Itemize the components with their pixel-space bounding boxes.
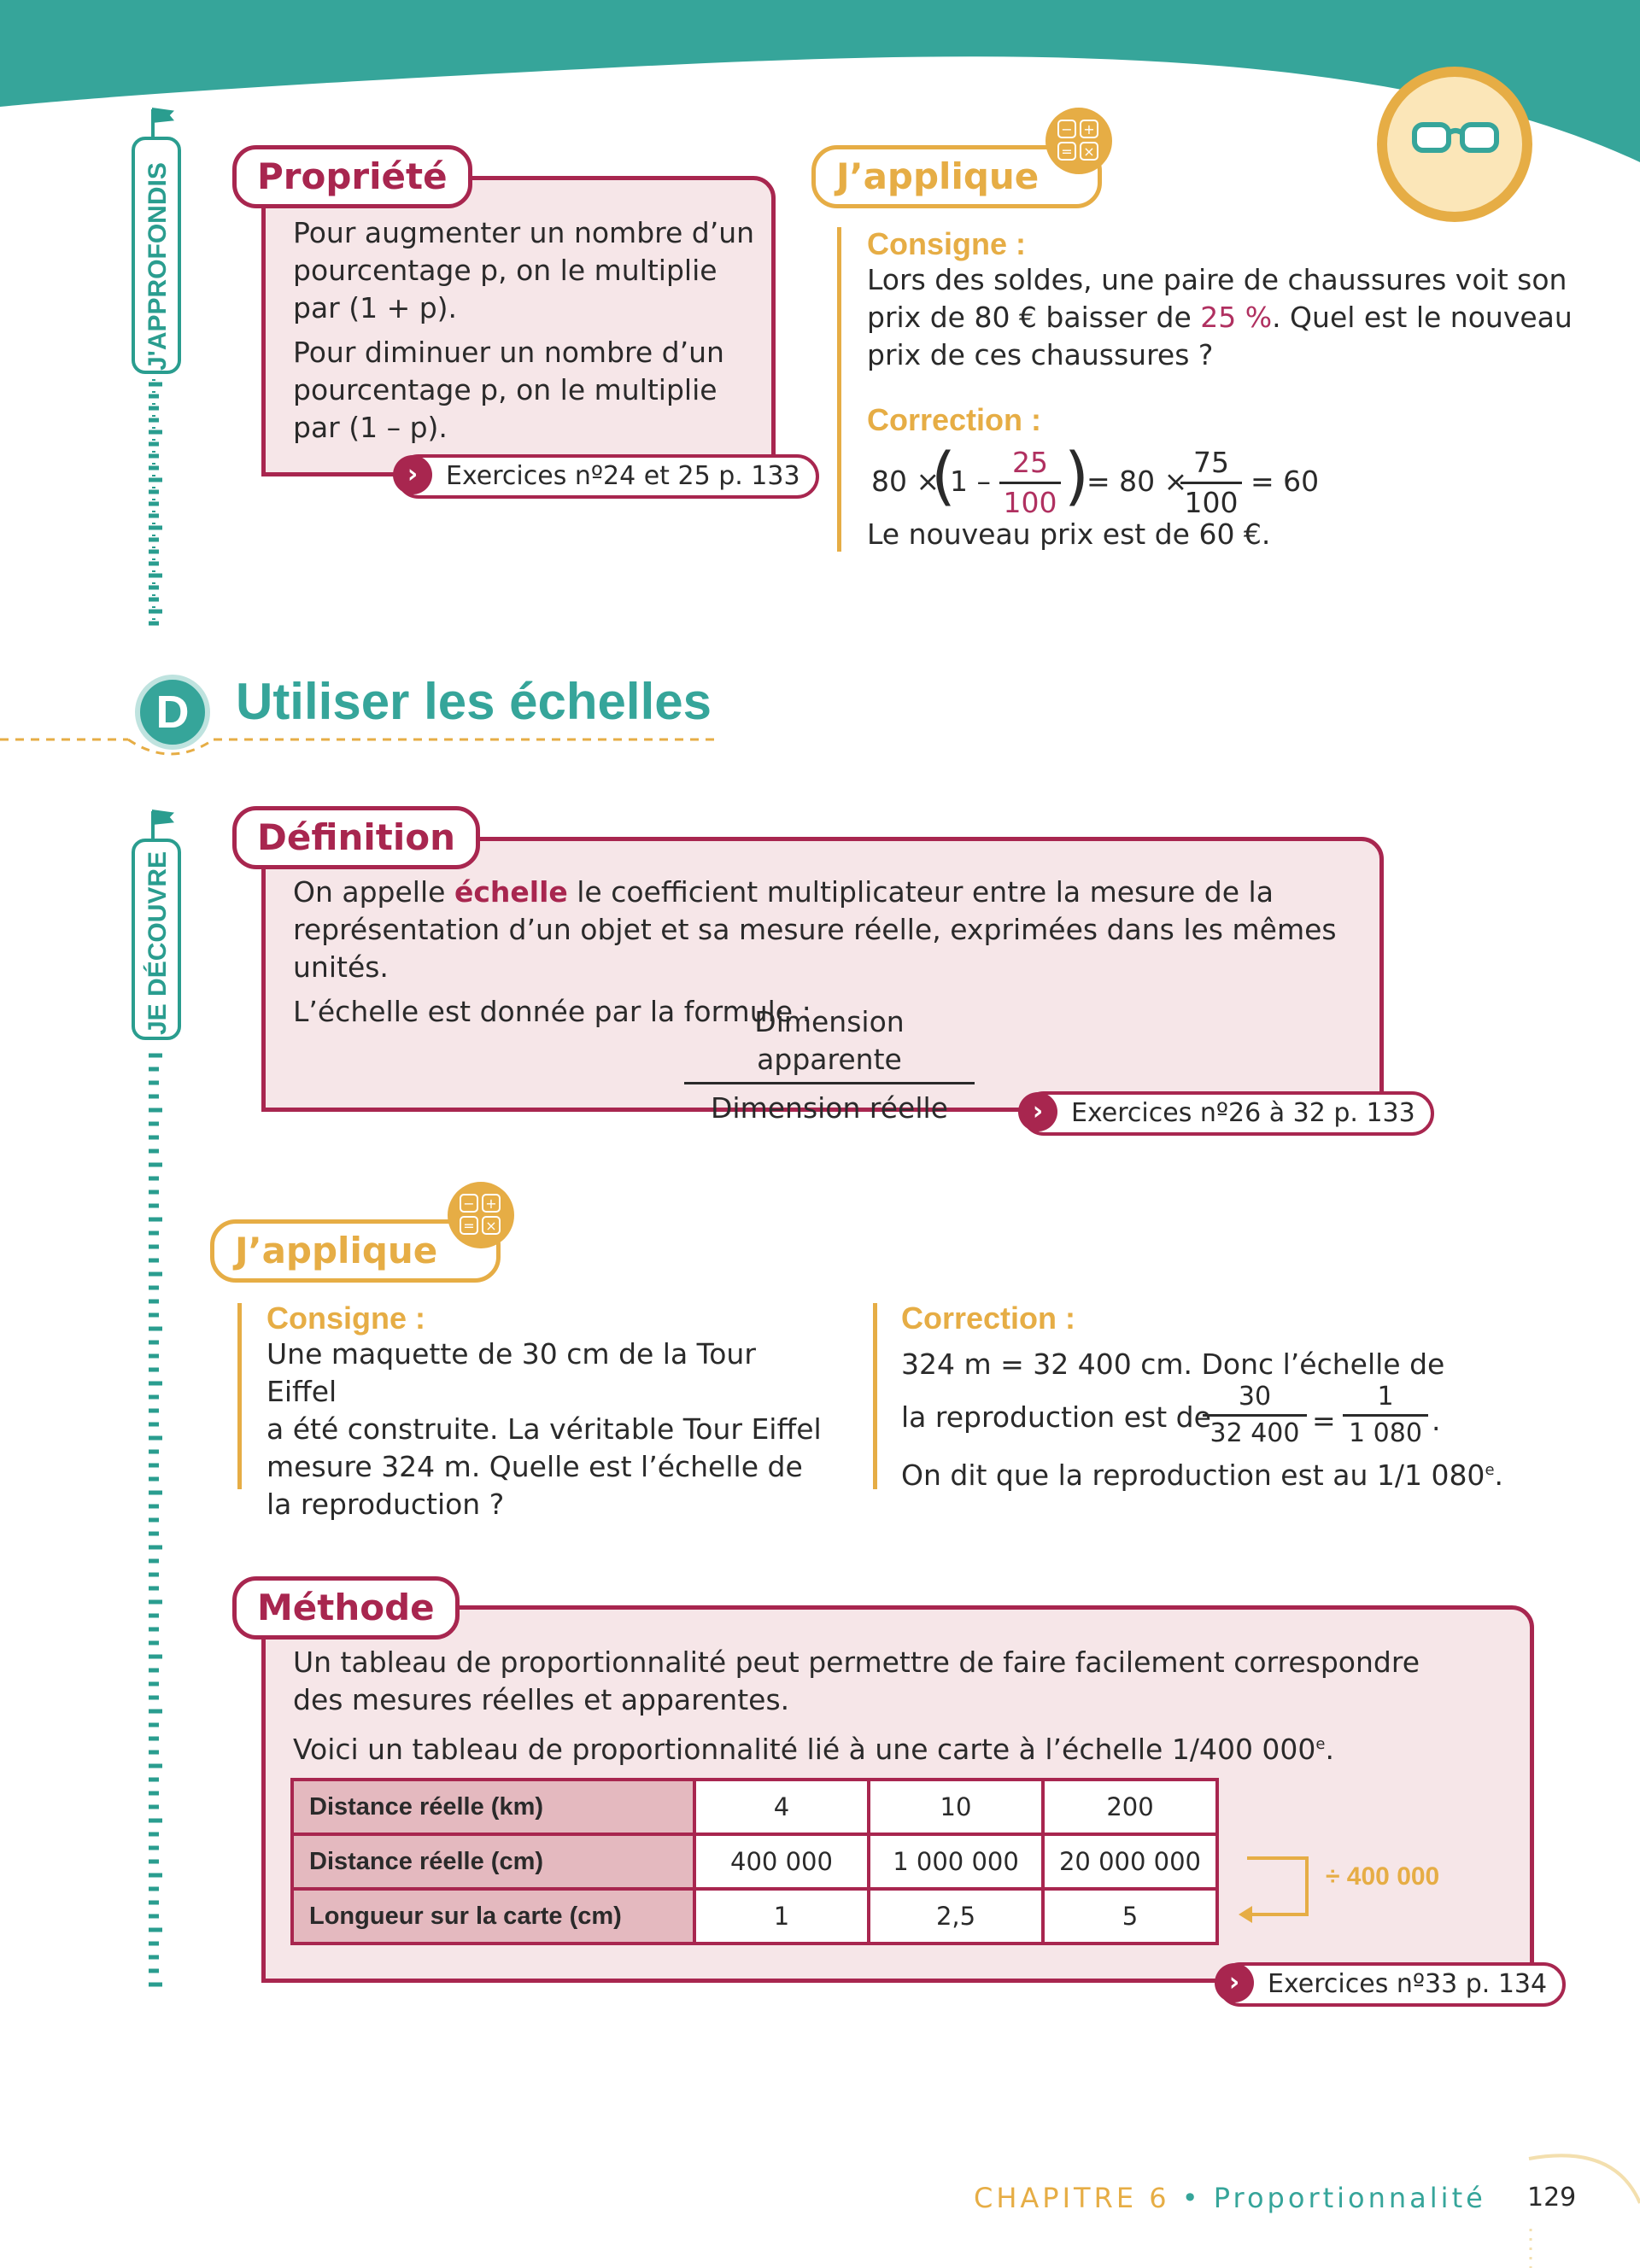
definition-line3: L’échelle est donnée par la formule : (293, 995, 811, 1028)
japplique2-corr-line2: la reproduction est de (901, 1400, 1211, 1434)
decouvre-flag-icon (152, 810, 174, 825)
definition-exercices-link[interactable] (1022, 1091, 1434, 1136)
table-row (292, 1834, 1217, 1889)
table-cell: 400 000 (694, 1834, 869, 1889)
japplique1-title: J’applique (811, 145, 1102, 208)
methode-line3: Voici un tableau de proportionnalité lié à une carte à l’échelle 1/400 000e. (293, 1733, 1334, 1766)
japplique2-correction-label: Correction : (901, 1301, 1076, 1336)
eq-den1: 100 (1003, 486, 1057, 519)
table-cell: 4 (694, 1780, 869, 1834)
echelle-term: échelle (454, 875, 568, 909)
japplique2-consigne-line2: a été construite. La véritable Tour Eiffel (266, 1412, 822, 1446)
approfondis-ruler (145, 376, 171, 632)
frac2-denominator: 1 080 (1349, 1418, 1422, 1448)
table-cell: 10 (869, 1780, 1043, 1834)
table-cell: 20 000 000 (1043, 1834, 1217, 1889)
japplique2-consigne-label: Consigne : (266, 1301, 425, 1336)
frac2-numerator: 1 (1343, 1380, 1428, 1417)
frac-equals: = (1312, 1404, 1336, 1437)
table-cell: 1 (694, 1889, 869, 1944)
page-corner-decoration (1520, 2152, 1640, 2268)
eq-part-c: = 60 (1250, 465, 1320, 498)
eq-part-b: = 80 × (1086, 465, 1188, 498)
eq-num2: 75 (1180, 444, 1242, 484)
definition-line2: représentation d’un objet et sa mesure réelle, exprimées dans les mêmes unités. (293, 913, 1337, 984)
japplique1-result: Le nouveau prix est de 60 €. (867, 517, 1271, 551)
section-title: Utiliser les échelles (236, 673, 712, 730)
frac1-denominator: 32 400 (1210, 1418, 1300, 1448)
eq-den2: 100 (1184, 486, 1239, 519)
row-header: Distance réelle (km) (292, 1780, 694, 1834)
japplique2-correction-rule (873, 1303, 877, 1489)
methode-line2: des mesures réelles et apparentes. (293, 1683, 790, 1716)
definition-line1: On appelle échelle le coefficient multiplicateur entre la mesure de la (293, 875, 1274, 909)
japplique1-consigne-line1: Lors des soldes, une paire de chaussures voit son (867, 263, 1567, 296)
divide-label: ÷ 400 000 (1326, 1862, 1440, 1891)
japplique2-consigne-line1: Une maquette de 30 cm de la Tour Eiffel (266, 1337, 756, 1408)
eq-paren-close: ) (1064, 440, 1089, 513)
propriete-line2: pourcentage p, on le multiplie (293, 254, 718, 287)
divide-arrow-icon (1235, 1853, 1312, 1925)
table-row (292, 1889, 1217, 1944)
page-number: 129 (1527, 2183, 1577, 2212)
calculator-icon: − + = × (1046, 108, 1112, 174)
japplique2-consigne-line4: la reproduction ? (266, 1488, 505, 1521)
percent-value: 25 % (1200, 301, 1273, 334)
section-letter-badge: D (135, 675, 210, 750)
footer-chapter: CHAPITRE 6 • Proportionnalité (974, 2182, 1486, 2214)
formula-denominator: Dimension réelle (711, 1091, 948, 1125)
methode-exercices-link[interactable] (1218, 1962, 1566, 2007)
chevron-right-icon: › (1215, 1963, 1254, 2002)
japplique1-consigne-line2: prix de 80 € baisser de 25 %. Quel est le nouveau (867, 301, 1573, 334)
japplique1-rule (837, 227, 841, 552)
methode-exercices-text: Exercices nº33 p. 134 (1268, 1969, 1548, 1999)
definition-exercices-text: Exercices nº26 à 32 p. 133 (1071, 1098, 1415, 1128)
table-cell: 1 000 000 (869, 1834, 1043, 1889)
eq-paren-open: ( (931, 440, 956, 513)
scale-formula (684, 1003, 975, 1127)
methode-title: Méthode (232, 1576, 460, 1640)
propriete-title: Propriété (232, 145, 472, 208)
propriete-line3: par (1 + p). (293, 291, 458, 324)
eq-one-minus: 1 – (950, 465, 991, 498)
table-cell: 5 (1043, 1889, 1217, 1944)
approfondis-label: J'APPROFONDIS (144, 162, 172, 371)
frac-period: . (1432, 1404, 1441, 1437)
decouvre-tab (132, 839, 181, 1040)
japplique1-consigne-line3: prix de ces chaussures ? (867, 338, 1214, 371)
propriete-line5: pourcentage p, on le multiplie (293, 373, 718, 406)
decouvre-label: JE DÉCOUVRE (144, 850, 172, 1035)
chevron-right-icon: › (1018, 1092, 1057, 1131)
glasses-icon (1409, 118, 1502, 169)
japplique2-title: J’applique (210, 1219, 501, 1283)
proportionality-table (290, 1778, 1219, 1945)
table-cell: 200 (1043, 1780, 1217, 1834)
row-header: Distance réelle (cm) (292, 1834, 694, 1889)
japplique1-consigne-label: Consigne : (867, 226, 1026, 261)
propriete-box (261, 176, 776, 476)
propriete-line1: Pour augmenter un nombre d’un (293, 216, 755, 249)
approfondis-tab (132, 137, 181, 374)
decouvre-ruler (145, 1047, 171, 2003)
calculator-icon: − + = × (448, 1182, 514, 1248)
methode-line1: Un tableau de proportionnalité peut permettre de faire facilement correspondre (293, 1645, 1420, 1679)
japplique2-corr-line3: On dit que la reproduction est au 1/1 080e. (901, 1458, 1504, 1492)
propriete-line4: Pour diminuer un nombre d’un (293, 336, 724, 369)
propriete-exercices-link[interactable] (396, 454, 819, 499)
eq-num1: 25 (999, 444, 1061, 484)
definition-title: Définition (232, 806, 480, 869)
japplique2-consigne-line3: mesure 324 m. Quelle est l’échelle de (266, 1450, 803, 1483)
japplique2-corr-line1: 324 m = 32 400 cm. Donc l’échelle de (901, 1347, 1445, 1381)
row-header: Longueur sur la carte (cm) (292, 1889, 694, 1944)
table-row (292, 1780, 1217, 1834)
eq-part-a: 80 × (871, 465, 940, 498)
table-cell: 2,5 (869, 1889, 1043, 1944)
propriete-line6: par (1 – p). (293, 411, 448, 444)
formula-numerator: Dimension apparente (684, 1003, 975, 1084)
japplique1-correction-label: Correction : (867, 402, 1042, 437)
propriete-exercices-text: Exercices nº24 et 25 p. 133 (446, 461, 800, 491)
chevron-right-icon: › (393, 455, 432, 494)
japplique2-consigne-rule (237, 1303, 242, 1489)
frac1-numerator: 30 (1203, 1380, 1307, 1417)
glasses-medallion (1377, 67, 1532, 222)
